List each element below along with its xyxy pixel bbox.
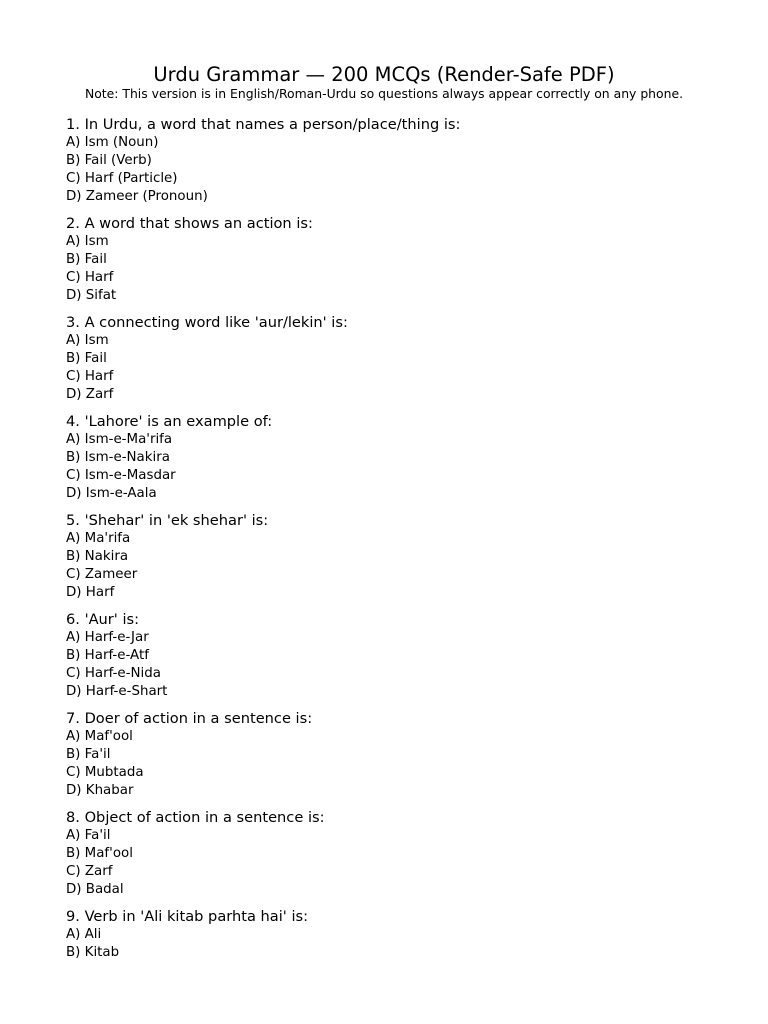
- answer-option: D) Khabar: [66, 783, 134, 798]
- question-list: [66, 115, 746, 970]
- answer-option: C) Ism-e-Masdar: [66, 468, 176, 483]
- question-text: 3. A connecting word like 'aur/lekin' is:: [66, 314, 348, 331]
- option-list: [66, 332, 746, 404]
- option-list: [66, 629, 746, 701]
- answer-option: C) Harf (Particle): [66, 171, 178, 186]
- option-list: [66, 728, 746, 800]
- answer-option: A) Ism-e-Ma'rifa: [66, 432, 173, 447]
- question-item: [66, 511, 746, 602]
- question-text: 4. 'Lahore' is an example of:: [66, 413, 273, 430]
- question-item: [66, 115, 746, 206]
- answer-option: A) Ism (Noun): [66, 135, 159, 150]
- question-text: 6. 'Aur' is:: [66, 611, 140, 628]
- answer-option: D) Ism-e-Aala: [66, 486, 157, 501]
- option-list: [66, 926, 746, 962]
- question-item: [66, 610, 746, 701]
- answer-option: B) Harf-e-Atf: [66, 648, 149, 663]
- question-item: [66, 412, 746, 503]
- answer-option: A) Ism: [66, 333, 109, 348]
- answer-option: D) Zarf: [66, 387, 114, 402]
- option-list: [66, 134, 746, 206]
- question-item: [66, 907, 746, 962]
- question-item: [66, 709, 746, 800]
- answer-option: B) Fail: [66, 252, 107, 267]
- answer-option: A) Ma'rifa: [66, 531, 131, 546]
- question-text: 7. Doer of action in a sentence is:: [66, 710, 313, 727]
- answer-option: A) Harf-e-Jar: [66, 630, 149, 645]
- option-list: [66, 431, 746, 503]
- question-text: 2. A word that shows an action is:: [66, 215, 313, 232]
- answer-option: D) Badal: [66, 882, 124, 897]
- answer-option: D) Harf: [66, 585, 115, 600]
- question-text: 5. 'Shehar' in 'ek shehar' is:: [66, 512, 269, 529]
- question-text: 9. Verb in 'Ali kitab parhta hai' is:: [66, 908, 309, 925]
- answer-option: B) Nakira: [66, 549, 129, 564]
- answer-option: D) Harf-e-Shart: [66, 684, 168, 699]
- answer-option: C) Mubtada: [66, 765, 144, 780]
- answer-option: A) Maf'ool: [66, 729, 133, 744]
- answer-option: B) Fail: [66, 351, 107, 366]
- page-note: Note: This version is in English/Roman-Urdu so questions always appear correctly on any phone.: [84, 86, 684, 101]
- answer-option: C) Zameer: [66, 567, 138, 582]
- answer-option: B) Maf'ool: [66, 846, 133, 861]
- answer-option: D) Zameer (Pronoun): [66, 189, 208, 204]
- answer-option: C) Zarf: [66, 864, 113, 879]
- question-item: [66, 214, 746, 305]
- question-text: 1. In Urdu, a word that names a person/place/thing is:: [66, 116, 461, 133]
- answer-option: A) Ali: [66, 927, 102, 942]
- answer-option: B) Fa'il: [66, 747, 111, 762]
- answer-option: D) Sifat: [66, 288, 117, 303]
- answer-option: B) Kitab: [66, 945, 120, 960]
- question-item: [66, 808, 746, 899]
- option-list: [66, 827, 746, 899]
- page-title: Urdu Grammar — 200 MCQs (Render-Safe PDF): [153, 63, 615, 86]
- answer-option: B) Ism-e-Nakira: [66, 450, 170, 465]
- answer-option: C) Harf: [66, 270, 114, 285]
- answer-option: A) Fa'il: [66, 828, 111, 843]
- answer-option: C) Harf-e-Nida: [66, 666, 161, 681]
- answer-option: A) Ism: [66, 234, 109, 249]
- option-list: [66, 233, 746, 305]
- answer-option: C) Harf: [66, 369, 114, 384]
- question-item: [66, 313, 746, 404]
- question-text: 8. Object of action in a sentence is:: [66, 809, 325, 826]
- option-list: [66, 530, 746, 602]
- answer-option: B) Fail (Verb): [66, 153, 152, 168]
